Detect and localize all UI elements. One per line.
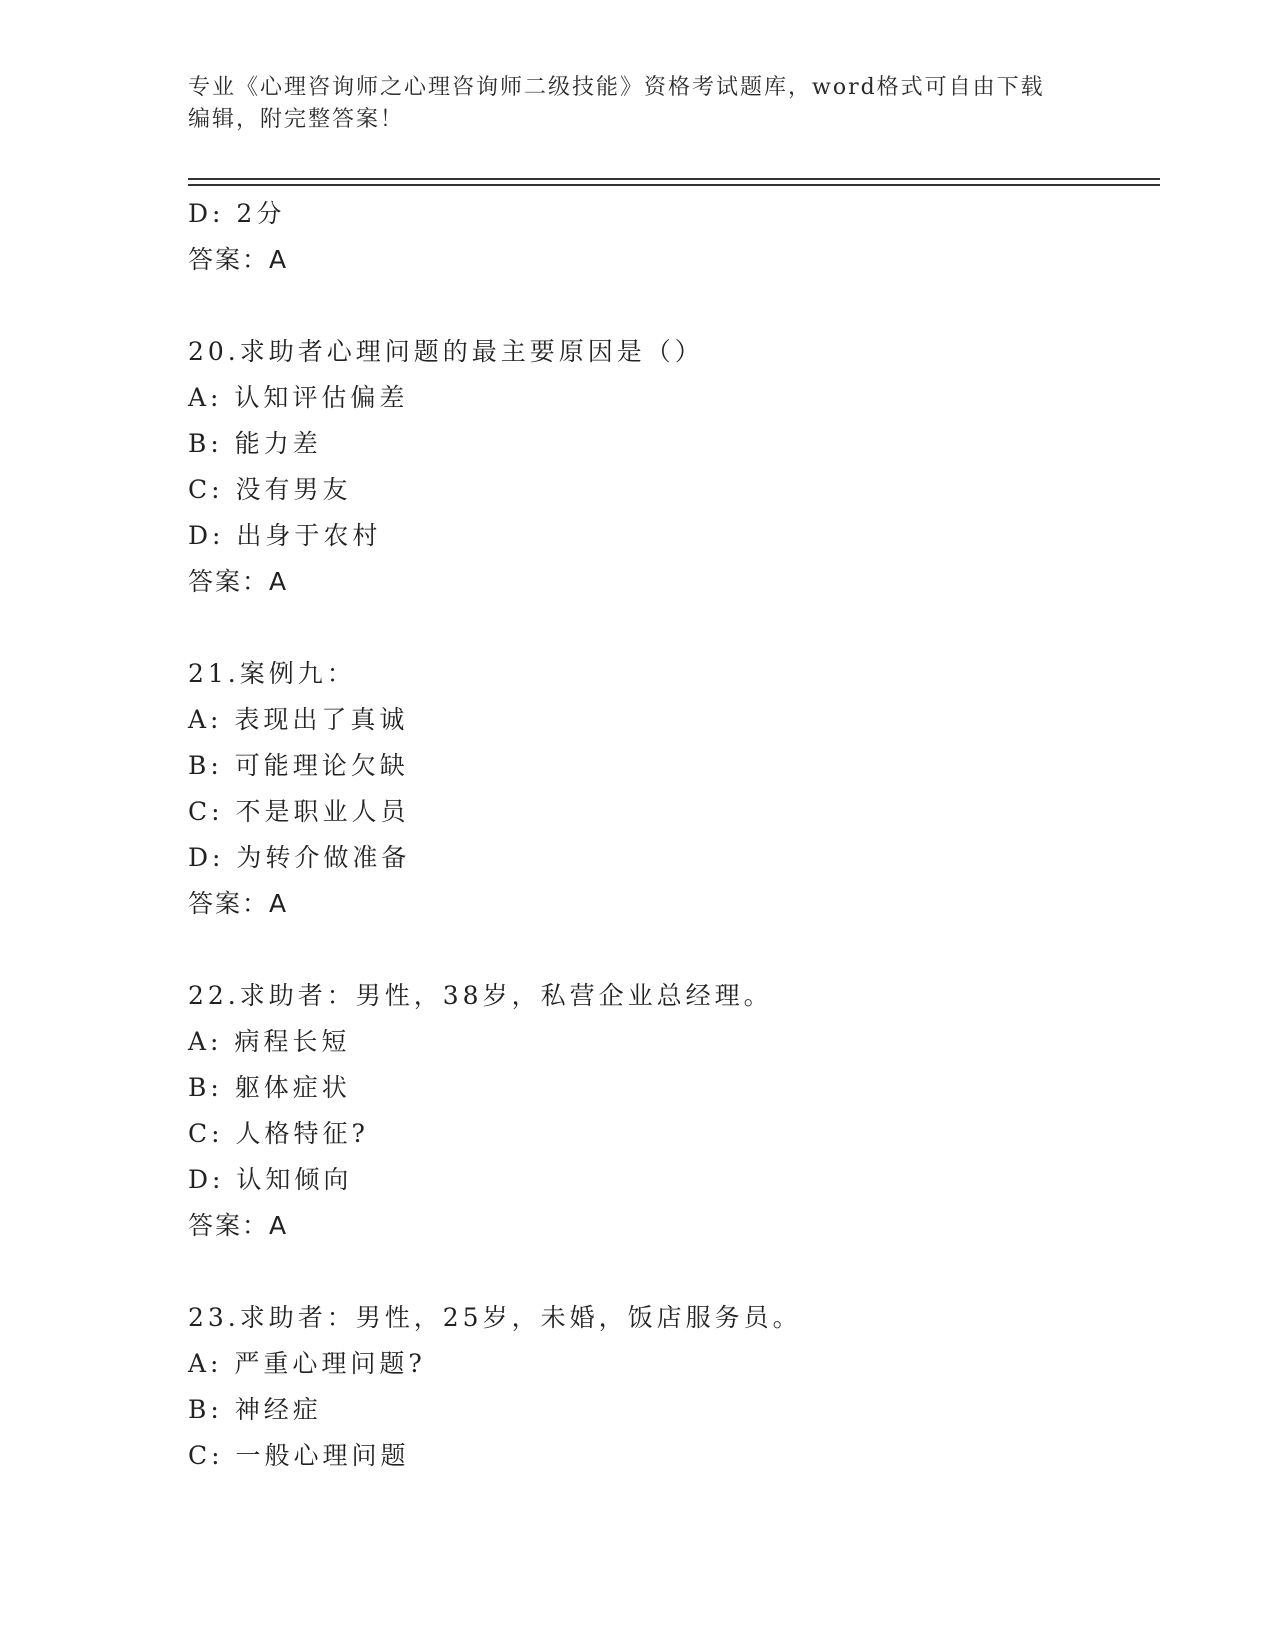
option-d: D: 出身于农村 [188,521,382,550]
question-stem: 20.求助者心理问题的最主要原因是（） [188,337,704,366]
option-b: B: 能力差 [188,429,322,458]
header-divider-top [188,178,1160,180]
answer-line: 答案：A [188,889,289,918]
option-b: B: 可能理论欠缺 [188,751,409,780]
document-header [188,72,1068,136]
option-c: C: 不是职业人员 [188,797,410,826]
option-d: D: 认知倾向 [188,1165,353,1194]
question-22 [188,973,1148,1249]
answer-line: 答案：A [188,567,289,596]
option-d: D: 2分 [188,199,286,228]
option-b: B: 神经症 [188,1395,322,1424]
option-a: A: 严重心理问题? [188,1349,426,1378]
answer-line: 答案：A [188,1211,289,1240]
question-23 [188,1295,1148,1479]
header-divider-bottom [188,184,1160,186]
question-stem: 21.案例九： [188,659,356,688]
question-20 [188,329,1148,605]
answer-line: 答案：A [188,245,289,274]
question-stem: 22.求助者：男性，38岁，私营企业总经理。 [188,981,773,1010]
option-a: A: 认知评估偏差 [188,383,409,412]
option-c: C: 一般心理问题 [188,1441,410,1470]
prev-question-tail [188,191,1148,283]
header-line-2: 编辑，附完整答案！ [188,107,405,132]
option-a: A: 病程长短 [188,1027,351,1056]
header-line-1: 专业《心理咨询师之心理咨询师二级技能》资格考试题库，word格式可自由下载 [188,75,1045,100]
question-stem: 23.求助者：男性，25岁，未婚，饭店服务员。 [188,1303,802,1332]
option-c: C: 没有男友 [188,475,352,504]
option-a: A: 表现出了真诚 [188,705,409,734]
option-c: C: 人格特征? [188,1119,369,1148]
option-b: B: 躯体症状 [188,1073,351,1102]
option-d: D: 为转介做准备 [188,843,411,872]
question-21 [188,651,1148,927]
question-content [188,191,1148,1479]
